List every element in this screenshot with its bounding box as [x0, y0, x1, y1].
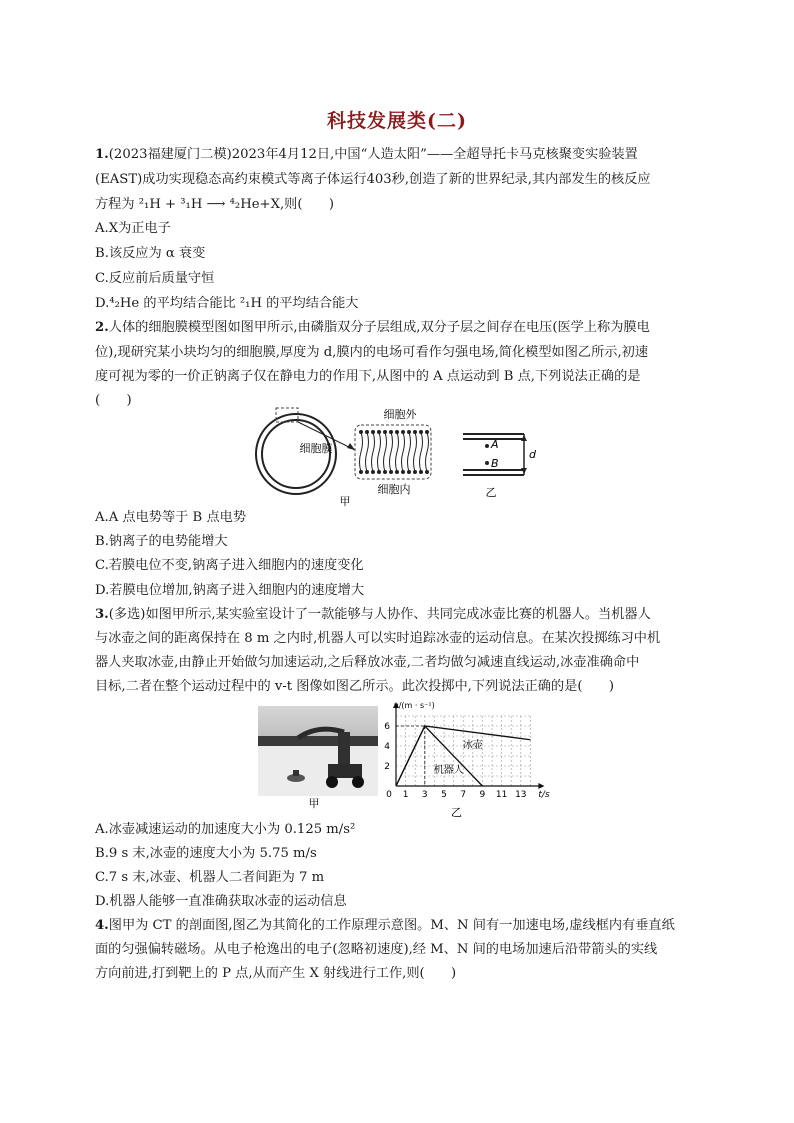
x-tick-label: 3: [421, 790, 428, 800]
lipid-head-top: [383, 430, 387, 434]
y-tick-label: 4: [384, 742, 390, 752]
lipid-tail: [372, 432, 375, 472]
lipid-head-bottom: [401, 470, 405, 474]
lipid-tail: [366, 432, 369, 472]
q3-stem-1: (多选)如图甲所示,某实验室设计了一款能够与人协作、共同完成冰壶比赛的机器人。当机器人: [108, 607, 651, 622]
q2-line-1: [95, 319, 650, 336]
q3-option-d: D.机器人能够一直准确获取冰壶的运动信息: [95, 894, 347, 909]
label-membrane: 细胞膜: [299, 442, 333, 455]
q2-line-2: 位),现研究某小块均匀的细胞膜,厚度为 d,膜内的电场可看作匀强电场,简化模型如图乙所示,初速: [95, 345, 649, 360]
q1-option-d-h: ²₁H: [239, 296, 262, 311]
lipid-head-top: [419, 430, 423, 434]
robot-column: [338, 732, 350, 766]
q1-answer-bracket: ,则( ): [279, 197, 334, 212]
q4-line-3: 方向前进,打到靶上的 P 点,从而产生 X 射线进行工作,则( ): [95, 966, 457, 981]
lipid-tail: [390, 432, 393, 472]
thickness-label: d: [529, 448, 536, 461]
q3-line-2: 与冰壶之间的距离保持在 8 m 之内时,机器人可以实时追踪冰壶的运动信息。在某次投掷练习中机: [95, 631, 661, 646]
series-label-robot: 机器人: [433, 765, 464, 776]
lipid-head-top: [371, 430, 375, 434]
lipid-bilayer: [359, 430, 429, 474]
lipid-head-top: [401, 430, 405, 434]
robot-body: [328, 764, 362, 778]
lipid-tail: [378, 432, 381, 472]
q2-option-c: C.若膜电位不变,钠离子进入细胞内的速度变化: [95, 558, 364, 573]
x-tick-label: 0: [386, 790, 392, 800]
q3-vt-chart: [374, 698, 554, 820]
q3-number: 3.: [95, 607, 109, 622]
lipid-tail: [426, 432, 429, 472]
lipid-tail: [420, 432, 423, 472]
page-title: 科技发展类(二): [327, 110, 467, 132]
lipid-head-bottom: [407, 470, 411, 474]
y-tick-label: 6: [384, 722, 390, 732]
q1-option-c: C.反应前后质量守恒: [95, 271, 215, 286]
lipid-head-bottom: [383, 470, 387, 474]
y-tick-label: 2: [384, 762, 390, 772]
q3-option-a: A.冰壶减速运动的加速度大小为 0.125 m/s²: [95, 822, 356, 837]
lipid-head-bottom: [395, 470, 399, 474]
point-b: [485, 461, 489, 465]
q1-option-b: B.该反应为 α 衰变: [95, 246, 206, 261]
q1-option-d-he: ⁴₂He: [109, 296, 140, 311]
lipid-head-bottom: [389, 470, 393, 474]
q1-equation: ²₁H + ³₁H ⟶ ⁴₂He+X: [138, 197, 280, 212]
lipid-head-top: [413, 430, 417, 434]
x-tick-label: 11: [495, 790, 508, 800]
q3-robot-photo: [258, 706, 378, 810]
q2-line-4: ( ): [95, 393, 132, 408]
series-label-curling-stone: 冰壶: [462, 740, 483, 751]
q1-stem-3: 方程为: [95, 197, 139, 212]
q3-line-1: [95, 606, 651, 623]
lipid-head-top: [407, 430, 411, 434]
q1-option-d-end: 的平均结合能大: [261, 296, 359, 311]
lipid-tail: [384, 432, 387, 472]
lipid-head-top: [365, 430, 369, 434]
q2-membrane-figure: [252, 404, 552, 508]
x-tick-label: 9: [479, 790, 486, 800]
q1-line-3: [95, 196, 334, 213]
label-jia: 甲: [339, 495, 351, 508]
q4-number: 4.: [95, 918, 109, 933]
q2-option-b: B.钠离子的电势能增大: [95, 534, 228, 549]
x-tick-label: 5: [441, 790, 447, 800]
lipid-head-bottom: [359, 470, 363, 474]
q4-stem-1: 图甲为 CT 的剖面图,图乙为其简化的工作原理示意图。M、N 间有一加速电场,虚线框内有垂直纸: [108, 918, 675, 933]
lipid-head-bottom: [377, 470, 381, 474]
q3-option-b: B.9 s 末,冰壶的速度大小为 5.75 m/s: [95, 846, 317, 861]
lipid-head-bottom: [425, 470, 429, 474]
x-tick-label: 7: [460, 790, 467, 800]
q1-stem-1: (2023福建厦门二模)2023年4月12日,中国“人造太阳”——全超导托卡马克核聚变实验装置: [108, 147, 638, 162]
label-outside: 细胞外: [383, 408, 417, 421]
robot-wheel-1: [326, 776, 338, 788]
q1-option-d-letter: D.: [95, 296, 110, 311]
x-tick-label: 1: [402, 790, 409, 800]
lipid-head-top: [377, 430, 381, 434]
lipid-head-top: [389, 430, 393, 434]
q2-stem-1: 人体的细胞膜模型图如图甲所示,由磷脂双分子层组成,双分子层之间存在电压(医学上称为膜电: [108, 320, 650, 335]
point-a-label: A: [491, 438, 499, 451]
y-axis-label: v/(m · s⁻¹): [394, 701, 435, 710]
lipid-head-bottom: [365, 470, 369, 474]
lipid-head-top: [425, 430, 429, 434]
q1-option-d: [95, 295, 358, 312]
point-b-label: B: [491, 457, 499, 470]
lipid-tail: [408, 432, 411, 472]
lipid-head-top: [359, 430, 363, 434]
robot-wheel-2: [352, 776, 364, 788]
zoom-arrow-head: [347, 443, 355, 450]
q3-line-4: 目标,二者在整个运动过程中的 v-t 图像如图乙所示。此次投掷中,下列说法正确的是( ): [95, 679, 615, 694]
q1-number: 1.: [95, 147, 109, 162]
lipid-head-bottom: [419, 470, 423, 474]
lipid-head-bottom: [413, 470, 417, 474]
lipid-tail: [414, 432, 417, 472]
x-axis-label: t/s: [538, 790, 550, 800]
q2-number: 2.: [95, 320, 109, 335]
q1-option-a: A.X为正电子: [95, 221, 171, 236]
q3-line-3: 器人夹取冰壶,由静止开始做匀加速运动,之后释放冰壶,二者均做匀减速直线运动,冰壶准确命中: [95, 655, 640, 670]
lipid-head-bottom: [371, 470, 375, 474]
label-yi: 乙: [485, 486, 497, 499]
q3-option-c: C.7 s 末,冰壶、机器人二者间距为 7 m: [95, 870, 325, 885]
q1-line-1: [95, 146, 638, 163]
lipid-head-top: [395, 430, 399, 434]
label-inside: 细胞内: [377, 483, 411, 496]
q2-option-a: A.A 点电势等于 B 点电势: [95, 510, 247, 525]
point-a: [485, 444, 489, 448]
curling-handle: [293, 770, 299, 776]
lipid-tail: [360, 432, 363, 472]
q1-line-2: (EAST)成功实现稳态高约束模式等离子体运行403秒,创造了新的世界纪录,其内部发生的核反应: [95, 172, 651, 187]
q2-option-d: D.若膜电位增加,钠离子进入细胞内的速度增大: [95, 583, 365, 598]
lipid-tail: [402, 432, 405, 472]
q2-line-3: 度可视为零的一价正钠离子仅在静电力的作用下,从图中的 A 点运动到 B 点,下列说法正确的是: [95, 369, 641, 384]
x-tick-label: 13: [515, 790, 527, 800]
q4-line-2: 面的匀强偏转磁场。从电子枪逸出的电子(忽略初速度),经 M、N 间的电场加速后沿带箭头的实线: [95, 942, 658, 957]
photo-caption: 甲: [308, 797, 320, 810]
q1-option-d-mid: 的平均结合能比: [139, 296, 240, 311]
lipid-tail: [396, 432, 399, 472]
chart-caption: 乙: [450, 806, 462, 819]
photo-board: [258, 736, 378, 746]
q4-line-1: [95, 917, 675, 934]
x-axis-arrow: [538, 783, 544, 789]
